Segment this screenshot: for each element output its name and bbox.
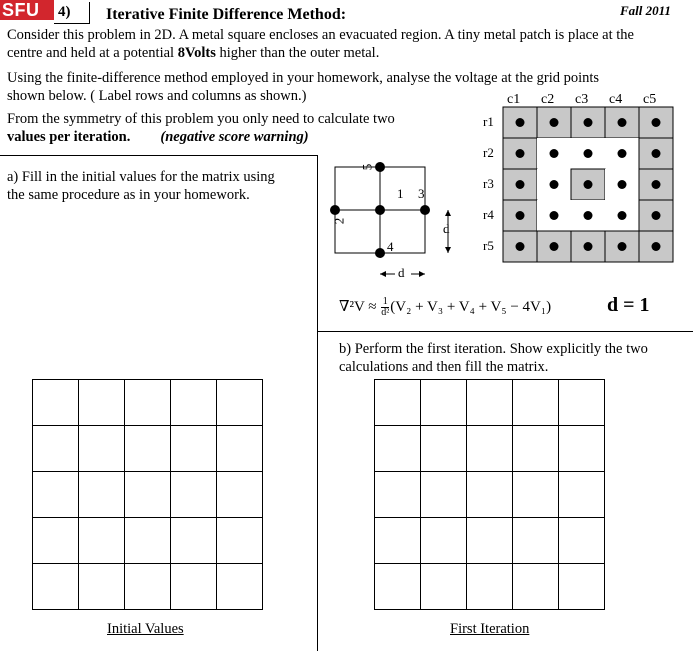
matrix-cell[interactable] <box>467 564 513 610</box>
matrix-cell[interactable] <box>79 426 125 472</box>
grid-node <box>618 211 627 220</box>
intro-line-2: centre and held at a potential 8Volts higher than the outer metal. <box>7 45 380 61</box>
part-b-line-2: calculations and then fill the matrix. <box>339 359 549 375</box>
stencil-node-3 <box>420 205 430 215</box>
stencil-label-2: 2 <box>331 217 347 225</box>
grid-row-label: r2 <box>483 145 494 160</box>
divider-right <box>317 331 693 332</box>
matrix-cell[interactable] <box>421 426 467 472</box>
matrix-cell[interactable] <box>559 380 605 426</box>
grid-column-label: c5 <box>643 92 657 107</box>
stencil-node-1 <box>375 205 385 215</box>
grid-node <box>652 180 661 189</box>
grid-node <box>584 180 593 189</box>
matrix-cell[interactable] <box>79 472 125 518</box>
part-a-line-2: the same procedure as in your homework. <box>7 187 250 203</box>
matrix-cell[interactable] <box>513 472 559 518</box>
divider-vertical <box>317 155 318 651</box>
matrix-cell[interactable] <box>171 564 217 610</box>
matrix-cell[interactable] <box>421 564 467 610</box>
grid-node <box>516 149 525 158</box>
initial-values-caption: Initial Values <box>107 621 184 637</box>
voltage-grid-diagram <box>470 90 675 275</box>
grid-node <box>618 180 627 189</box>
grid-node <box>618 149 627 158</box>
matrix-cell[interactable] <box>467 380 513 426</box>
grid-row-label: r3 <box>483 176 494 191</box>
grid-node <box>550 211 559 220</box>
matrix-cell[interactable] <box>421 518 467 564</box>
stencil-d-horizontal: d <box>398 265 405 280</box>
matrix-cell[interactable] <box>217 564 263 610</box>
question-title: Iterative Finite Difference Method: <box>106 6 347 23</box>
matrix-cell[interactable] <box>125 564 171 610</box>
matrix-cell[interactable] <box>467 472 513 518</box>
matrix-cell[interactable] <box>171 518 217 564</box>
matrix-cell[interactable] <box>559 518 605 564</box>
grid-column-label: c1 <box>507 92 521 107</box>
stencil-node-5 <box>375 162 385 172</box>
d-equals-one: d = 1 <box>607 294 650 316</box>
matrix-cell[interactable] <box>79 564 125 610</box>
stencil-label-3: 3 <box>418 186 425 201</box>
matrix-cell[interactable] <box>513 518 559 564</box>
grid-node <box>584 118 593 127</box>
matrix-cell[interactable] <box>217 518 263 564</box>
divider-left <box>0 155 317 156</box>
matrix-cell[interactable] <box>513 380 559 426</box>
matrix-cell[interactable] <box>467 426 513 472</box>
grid-node <box>550 118 559 127</box>
matrix-cell[interactable] <box>375 564 421 610</box>
matrix-cell[interactable] <box>375 472 421 518</box>
matrix-cell[interactable] <box>33 564 79 610</box>
grid-node <box>652 242 661 251</box>
matrix-cell[interactable] <box>559 564 605 610</box>
grid-node <box>550 242 559 251</box>
stencil-node-2 <box>330 205 340 215</box>
matrix-cell[interactable] <box>125 426 171 472</box>
matrix-cell[interactable] <box>171 426 217 472</box>
stencil-node-4 <box>375 248 385 258</box>
grid-node <box>618 118 627 127</box>
grid-column-label: c4 <box>609 92 623 107</box>
matrix-cell[interactable] <box>33 426 79 472</box>
grid-column-label: c3 <box>575 92 589 107</box>
matrix-cell[interactable] <box>125 518 171 564</box>
intro-line-1: Consider this problem in 2D. A metal square encloses an evacuated region. A tiny metal patch is place at the <box>7 27 634 43</box>
matrix-cell[interactable] <box>375 518 421 564</box>
grid-node <box>516 118 525 127</box>
matrix-cell[interactable] <box>217 472 263 518</box>
grid-node <box>584 211 593 220</box>
stencil-d-vertical: d <box>443 221 450 236</box>
matrix-cell[interactable] <box>559 426 605 472</box>
grid-node <box>652 211 661 220</box>
intro-line-4: shown below. ( Label rows and columns as shown.) <box>7 88 307 104</box>
finite-difference-formula: ∇²V ≈ $\frac{1}{\text{d²}}$ (V₂ + V₃ + V₄ + V₅ − 4V₁) <box>339 296 552 319</box>
question-number: 4) <box>54 2 90 24</box>
grid-node <box>618 242 627 251</box>
stencil-label-1: 1 <box>397 186 404 201</box>
matrix-cell[interactable] <box>33 380 79 426</box>
first-iteration-matrix <box>374 379 605 610</box>
first-iteration-caption: First Iteration <box>450 621 530 637</box>
matrix-cell[interactable] <box>217 426 263 472</box>
grid-node <box>516 211 525 220</box>
matrix-cell[interactable] <box>513 564 559 610</box>
sfu-logo: SFU <box>0 0 54 20</box>
matrix-cell[interactable] <box>559 472 605 518</box>
grid-node <box>652 118 661 127</box>
grid-row-label: r5 <box>483 238 494 253</box>
grid-node <box>516 180 525 189</box>
matrix-cell[interactable] <box>171 380 217 426</box>
grid-node <box>516 242 525 251</box>
matrix-cell[interactable] <box>125 472 171 518</box>
matrix-cell[interactable] <box>375 380 421 426</box>
matrix-cell[interactable] <box>171 472 217 518</box>
matrix-cell[interactable] <box>375 426 421 472</box>
matrix-cell[interactable] <box>217 380 263 426</box>
grid-node <box>584 149 593 158</box>
matrix-cell[interactable] <box>79 518 125 564</box>
matrix-cell[interactable] <box>421 380 467 426</box>
grid-node <box>584 242 593 251</box>
grid-row-label: r1 <box>483 114 494 129</box>
matrix-cell[interactable] <box>33 518 79 564</box>
intro-line-3: Using the finite-difference method employed in your homework, analyse the voltage at the grid points <box>7 70 600 86</box>
matrix-cell[interactable] <box>125 380 171 426</box>
initial-values-matrix <box>32 379 263 610</box>
matrix-cell[interactable] <box>513 426 559 472</box>
intro-line-5: From the symmetry of this problem you only need to calculate two <box>7 111 395 127</box>
grid-node <box>652 149 661 158</box>
stencil-label-5: 5 <box>359 163 375 171</box>
grid-row-label: r4 <box>483 207 494 222</box>
intro-line-6: values per iteration. (negative score warning) <box>7 129 309 145</box>
matrix-cell[interactable] <box>33 472 79 518</box>
matrix-cell[interactable] <box>467 518 513 564</box>
matrix-cell[interactable] <box>79 380 125 426</box>
term-label: Fall 2011 <box>620 3 671 18</box>
grid-node <box>550 180 559 189</box>
matrix-cell[interactable] <box>421 472 467 518</box>
grid-column-label: c2 <box>541 92 555 107</box>
part-a-line-1: a) Fill in the initial values for the matrix using <box>7 169 275 185</box>
grid-node <box>550 149 559 158</box>
part-b-line-1: b) Perform the first iteration. Show explicitly the two <box>339 341 648 357</box>
stencil-label-4: 4 <box>387 239 394 254</box>
